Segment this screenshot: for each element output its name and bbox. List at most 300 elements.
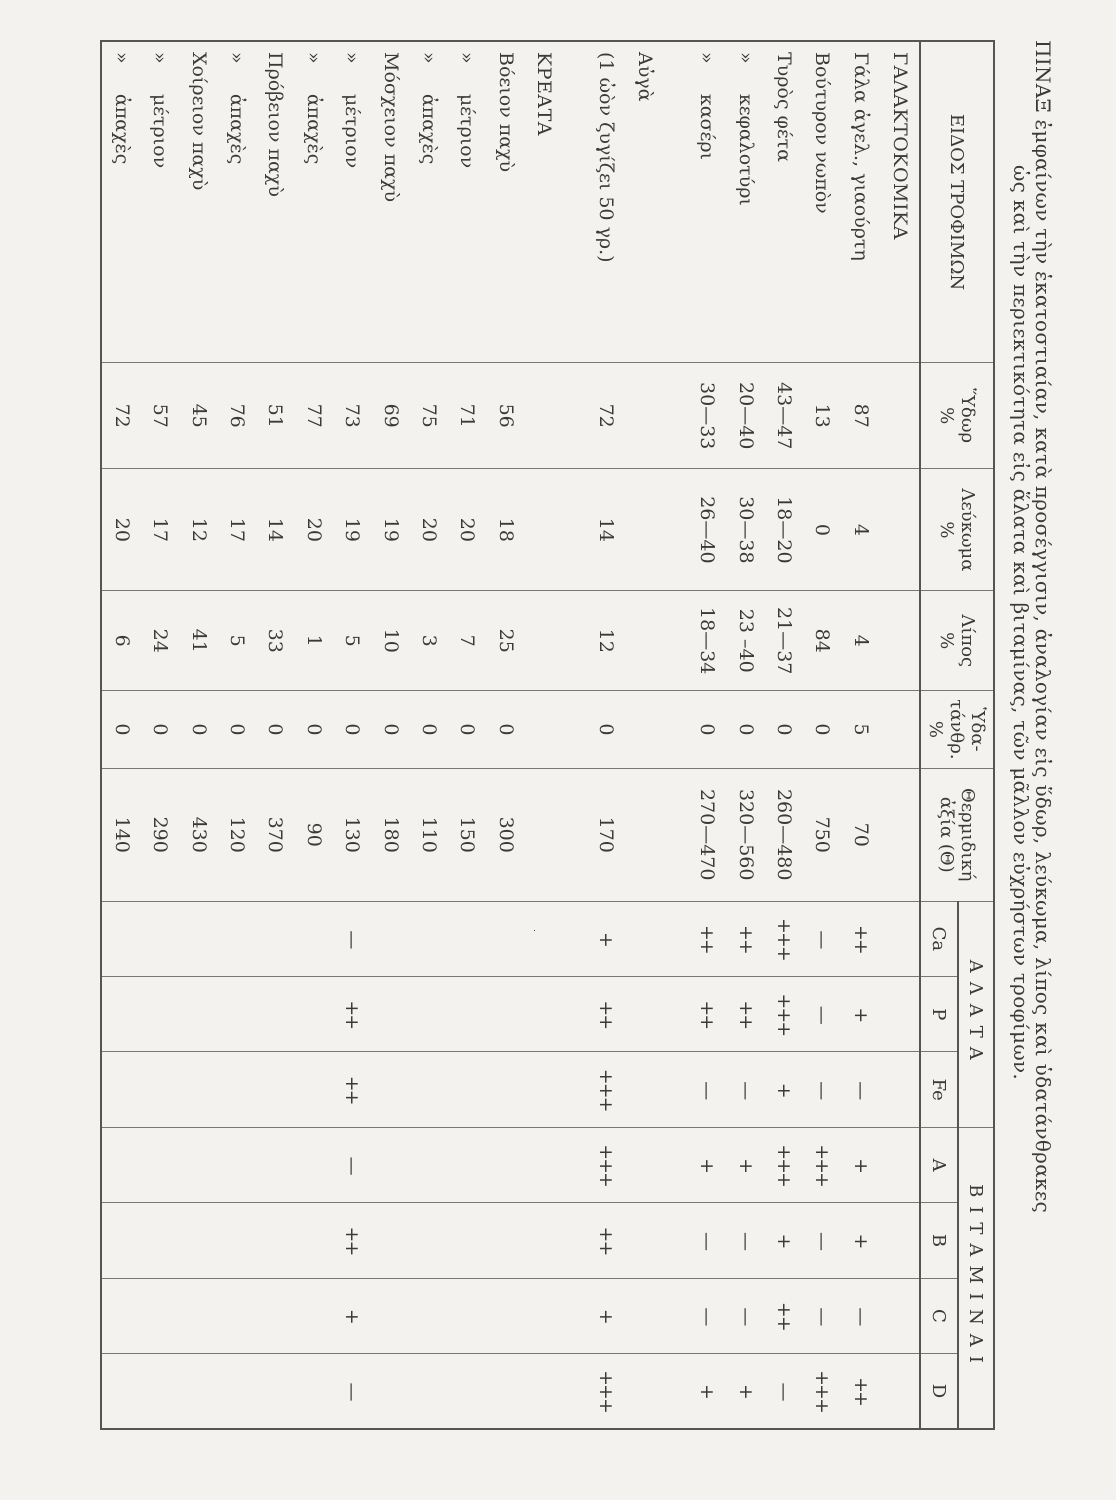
cell-thermal: 120: [218, 768, 256, 901]
cell-protein: 4: [842, 469, 880, 591]
cell-thermal: 130: [333, 768, 371, 901]
cell-ca: +++: [765, 901, 803, 976]
cell-fe: —: [803, 1052, 841, 1127]
cell-water: 57: [141, 362, 179, 468]
cell-thermal: 430: [179, 768, 217, 901]
cell-protein: 30—38: [726, 469, 764, 591]
cell-water: 87: [842, 362, 880, 468]
cell-water: 72: [101, 362, 141, 468]
cell-d: —: [333, 1354, 371, 1429]
cell-c: —: [688, 1278, 726, 1353]
cell-fe: [525, 1052, 563, 1127]
nutrition-table: [100, 40, 995, 1430]
cell-d: [525, 1354, 563, 1429]
cell-protein: [626, 469, 664, 591]
food-name: Βούτυρον νωπὸν: [803, 41, 841, 362]
cell-ca: [448, 901, 486, 976]
cell-ca: [179, 901, 217, 976]
cell-protein: 26—40: [688, 469, 726, 591]
cell-fat: 6: [101, 591, 141, 691]
cell-thermal: 750: [803, 768, 841, 901]
cell-c: [141, 1278, 179, 1353]
cell-p: [371, 977, 409, 1052]
cell-d: [371, 1354, 409, 1429]
cell-a: +++: [587, 1127, 625, 1202]
cell-protein: 17: [218, 469, 256, 591]
cell-d: +: [726, 1354, 764, 1429]
food-name: Αὐγὰ: [626, 41, 664, 362]
cell-thermal: 290: [141, 768, 179, 901]
cell-water: [525, 362, 563, 468]
cell-a: [218, 1127, 256, 1202]
cell-d: [179, 1354, 217, 1429]
food-name: ΚΡΕΑΤΑ: [525, 41, 563, 362]
cell-fat: 1: [295, 591, 333, 691]
table-row: [101, 41, 141, 1429]
cell-a: [256, 1127, 294, 1202]
category-row: [525, 41, 563, 1429]
header-ca: Ca: [920, 901, 958, 976]
cell-thermal: 320—560: [726, 768, 764, 901]
cell-p: +: [842, 977, 880, 1052]
cell-fat: 5: [333, 591, 371, 691]
cell-protein: [880, 469, 920, 591]
cell-water: 71: [448, 362, 486, 468]
cell-ca: ++: [842, 901, 880, 976]
header-salts: ΑΛΑΤΑ: [958, 901, 994, 1127]
cell-fe: [487, 1052, 525, 1127]
table-row: [803, 41, 841, 1429]
cell-p: [880, 977, 920, 1052]
cell-carb: [626, 691, 664, 769]
cell-a: +: [688, 1127, 726, 1202]
cell-thermal: [626, 768, 664, 901]
cell-d: ++: [842, 1354, 880, 1429]
cell-p: ++: [688, 977, 726, 1052]
header-fe: Fe: [920, 1052, 958, 1127]
cell-fe: [448, 1052, 486, 1127]
cell-thermal: 170: [587, 768, 625, 901]
cell-b: —: [688, 1203, 726, 1278]
cell-b: [256, 1203, 294, 1278]
cell-b: [487, 1203, 525, 1278]
cell-d: +: [688, 1354, 726, 1429]
cell-a: +++: [765, 1127, 803, 1202]
cell-d: [448, 1354, 486, 1429]
cell-b: —: [803, 1203, 841, 1278]
cell-protein: [525, 469, 563, 591]
cell-d: [256, 1354, 294, 1429]
cell-a: [141, 1127, 179, 1202]
cell-c: +: [587, 1278, 625, 1353]
cell-b: [141, 1203, 179, 1278]
table-body: [101, 41, 920, 1429]
cell-a: —: [333, 1127, 371, 1202]
cell-p: [256, 977, 294, 1052]
table-row: [179, 41, 217, 1429]
cell-a: [179, 1127, 217, 1202]
row-spacer: [664, 41, 688, 1429]
cell-carb: 0: [333, 691, 371, 769]
cell-carb: 0: [218, 691, 256, 769]
cell-thermal: 180: [371, 768, 409, 901]
cell-protein: 0: [803, 469, 841, 591]
cell-ca: ++: [726, 901, 764, 976]
cell-fe: —: [726, 1052, 764, 1127]
cell-water: 43—47: [765, 362, 803, 468]
cell-p: [218, 977, 256, 1052]
food-name: » ἀπαχὲς: [101, 41, 141, 362]
food-name: Γάλα ἀγελ., γιαούρτη: [842, 41, 880, 362]
cell-d: +++: [803, 1354, 841, 1429]
cell-water: [880, 362, 920, 468]
food-name: » μέτριον: [141, 41, 179, 362]
cell-a: [487, 1127, 525, 1202]
cell-c: [256, 1278, 294, 1353]
table-row: [410, 41, 448, 1429]
row-spacer: [563, 41, 587, 1429]
cell-a: [101, 1127, 141, 1202]
table-row: [688, 41, 726, 1429]
cell-c: —: [842, 1278, 880, 1353]
cell-p: ++: [333, 977, 371, 1052]
caption-line-1: ΠΙΝΑΞ ἐμφαίνων τὴν ἑκατοστιαίαν, κατὰ προσέγγισιν, ἀναλογίαν εἰς ὕδωρ, λεύκωμα, λίπος καὶ ὑδατάνθρακες: [1031, 40, 1055, 1214]
cell-water: 45: [179, 362, 217, 468]
cell-carb: 0: [295, 691, 333, 769]
cell-water: 72: [587, 362, 625, 468]
cell-thermal: 370: [256, 768, 294, 901]
cell-carb: [525, 691, 563, 769]
cell-fat: 25: [487, 591, 525, 691]
cell-thermal: [880, 768, 920, 901]
cell-thermal: 110: [410, 768, 448, 901]
cell-fat: 7: [448, 591, 486, 691]
cell-water: 30—33: [688, 362, 726, 468]
cell-protein: 19: [333, 469, 371, 591]
cell-c: [218, 1278, 256, 1353]
cell-b: [448, 1203, 486, 1278]
cell-fe: +: [765, 1052, 803, 1127]
cell-fat: 3: [410, 591, 448, 691]
header-p: P: [920, 977, 958, 1052]
cell-b: —: [726, 1203, 764, 1278]
cell-c: [410, 1278, 448, 1353]
food-name: Χοίρειον παχὺ: [179, 41, 217, 362]
cell-water: 76: [218, 362, 256, 468]
table-row: [626, 41, 664, 1429]
cell-ca: [295, 901, 333, 976]
cell-protein: 19: [371, 469, 409, 591]
header-protein: Λεύκωμα %: [920, 469, 994, 591]
cell-fe: —: [842, 1052, 880, 1127]
cell-d: [880, 1354, 920, 1429]
cell-fe: [179, 1052, 217, 1127]
cell-thermal: 260—480: [765, 768, 803, 901]
cell-b: +: [842, 1203, 880, 1278]
table-row: [218, 41, 256, 1429]
cell-carb: 0: [726, 691, 764, 769]
cell-d: +++: [587, 1354, 625, 1429]
cell-b: [525, 1203, 563, 1278]
cell-ca: [410, 901, 448, 976]
cell-carb: 0: [803, 691, 841, 769]
food-name: » ἀπαχὲς: [218, 41, 256, 362]
cell-thermal: 270—470: [688, 768, 726, 901]
food-name: Τυρὸς φέτα: [765, 41, 803, 362]
cell-c: —: [803, 1278, 841, 1353]
table-row: [256, 41, 294, 1429]
cell-fat: [880, 591, 920, 691]
cell-ca: ++: [688, 901, 726, 976]
cell-thermal: 90: [295, 768, 333, 901]
food-name: » κασέρι: [688, 41, 726, 362]
cell-b: [626, 1203, 664, 1278]
caption-line-2: ὡς καὶ τὴν περιεκτικότητα εἰς ἅλατα καὶ βιταμίνας, τῶν μᾶλλον εὐχρήστων τροφίμων.: [1009, 165, 1033, 1081]
rotated-content: [70, 40, 1060, 1430]
cell-p: [101, 977, 141, 1052]
cell-fat: [525, 591, 563, 691]
cell-c: [880, 1278, 920, 1353]
cell-b: [179, 1203, 217, 1278]
cell-ca: [880, 901, 920, 976]
cell-fat: 12: [587, 591, 625, 691]
cell-b: [218, 1203, 256, 1278]
cell-p: ++: [726, 977, 764, 1052]
cell-c: —: [726, 1278, 764, 1353]
table-row: [333, 41, 371, 1429]
cell-carb: 0: [688, 691, 726, 769]
cell-carb: 5: [842, 691, 880, 769]
cell-p: [295, 977, 333, 1052]
cell-thermal: 300: [487, 768, 525, 901]
cell-a: +: [726, 1127, 764, 1202]
header-carbohydrates: Ὑδα- τάνθρ. %: [920, 691, 994, 769]
category-row: [880, 41, 920, 1429]
food-name: » μέτριον: [448, 41, 486, 362]
cell-fe: [410, 1052, 448, 1127]
cell-carb: 0: [410, 691, 448, 769]
cell-carb: 0: [256, 691, 294, 769]
cell-ca: [218, 901, 256, 976]
cell-c: [295, 1278, 333, 1353]
cell-fe: +++: [587, 1052, 625, 1127]
cell-carb: 0: [765, 691, 803, 769]
cell-d: [218, 1354, 256, 1429]
cell-protein: 17: [141, 469, 179, 591]
cell-c: [448, 1278, 486, 1353]
table-row: [726, 41, 764, 1429]
cell-c: [487, 1278, 525, 1353]
header-a: A: [920, 1127, 958, 1202]
cell-fat: 4: [842, 591, 880, 691]
cell-a: +: [842, 1127, 880, 1202]
cell-c: [525, 1278, 563, 1353]
cell-d: [626, 1354, 664, 1429]
food-name: Πρόβειον παχὺ: [256, 41, 294, 362]
cell-thermal: [525, 768, 563, 901]
cell-p: [448, 977, 486, 1052]
cell-c: [179, 1278, 217, 1353]
table-row: [141, 41, 179, 1429]
cell-b: +: [765, 1203, 803, 1278]
cell-protein: 20: [295, 469, 333, 591]
cell-protein: 18: [487, 469, 525, 591]
cell-fe: [101, 1052, 141, 1127]
cell-p: [179, 977, 217, 1052]
cell-fe: [218, 1052, 256, 1127]
cell-thermal: 70: [842, 768, 880, 901]
cell-fat: 23 –40: [726, 591, 764, 691]
cell-water: 13: [803, 362, 841, 468]
cell-water: 73: [333, 362, 371, 468]
header-fat: Λίπος %: [920, 591, 994, 691]
cell-a: [448, 1127, 486, 1202]
cell-ca: [487, 901, 525, 976]
header-food: ΕΙΔΟΣ ΤΡΟΦΙΜΩΝ: [920, 41, 994, 362]
cell-d: —: [765, 1354, 803, 1429]
table-row: [371, 41, 409, 1429]
cell-water: 56: [487, 362, 525, 468]
cell-p: +++: [765, 977, 803, 1052]
cell-b: [101, 1203, 141, 1278]
table-row: [587, 41, 625, 1429]
cell-fat: 10: [371, 591, 409, 691]
cell-fat: 5: [218, 591, 256, 691]
cell-a: [295, 1127, 333, 1202]
food-name: » μέτριον: [333, 41, 371, 362]
cell-fat: 84: [803, 591, 841, 691]
cell-fe: ++: [333, 1052, 371, 1127]
cell-c: ++: [765, 1278, 803, 1353]
table-row: [842, 41, 880, 1429]
cell-carb: 0: [141, 691, 179, 769]
cell-p: ++: [587, 977, 625, 1052]
cell-carb: 0: [487, 691, 525, 769]
cell-protein: 14: [587, 469, 625, 591]
cell-fat: [626, 591, 664, 691]
cell-thermal: 140: [101, 768, 141, 901]
cell-d: [101, 1354, 141, 1429]
cell-b: ++: [333, 1203, 371, 1278]
cell-fe: [141, 1052, 179, 1127]
table-row: [448, 41, 486, 1429]
header-c: C: [920, 1278, 958, 1353]
cell-protein: 20: [101, 469, 141, 591]
cell-p: [525, 977, 563, 1052]
cell-fat: 33: [256, 591, 294, 691]
cell-carb: 0: [179, 691, 217, 769]
cell-p: —: [803, 977, 841, 1052]
food-name: Βόειον παχὺ: [487, 41, 525, 362]
food-name: ΓΑΛΑΚΤΟΚΟΜΙΚΑ: [880, 41, 920, 362]
meat-group-brace: [534, 930, 535, 931]
cell-thermal: 150: [448, 768, 486, 901]
cell-ca: —: [803, 901, 841, 976]
cell-a: [880, 1127, 920, 1202]
cell-b: ++: [587, 1203, 625, 1278]
cell-protein: 20: [448, 469, 486, 591]
cell-a: [626, 1127, 664, 1202]
cell-a: [371, 1127, 409, 1202]
table-row: [295, 41, 333, 1429]
cell-ca: [525, 901, 563, 976]
cell-b: [295, 1203, 333, 1278]
cell-water: 69: [371, 362, 409, 468]
food-name: » ἀπαχὲς: [295, 41, 333, 362]
cell-b: [880, 1203, 920, 1278]
cell-c: [626, 1278, 664, 1353]
cell-ca: [141, 901, 179, 976]
cell-water: 77: [295, 362, 333, 468]
table-row: [765, 41, 803, 1429]
cell-b: [410, 1203, 448, 1278]
cell-carb: [880, 691, 920, 769]
cell-fat: 18—34: [688, 591, 726, 691]
cell-d: [295, 1354, 333, 1429]
food-name: » ἀπαχὲς: [410, 41, 448, 362]
cell-fe: [880, 1052, 920, 1127]
food-name: » κεφαλοτύρι: [726, 41, 764, 362]
cell-c: +: [333, 1278, 371, 1353]
food-name: (1 ὠὸν ζυγίζει 50 γρ.): [587, 41, 625, 362]
cell-a: +++: [803, 1127, 841, 1202]
cell-p: [487, 977, 525, 1052]
cell-fe: [256, 1052, 294, 1127]
cell-ca: [371, 901, 409, 976]
cell-b: [371, 1203, 409, 1278]
cell-d: [141, 1354, 179, 1429]
cell-fat: 41: [179, 591, 217, 691]
cell-p: [141, 977, 179, 1052]
cell-c: [371, 1278, 409, 1353]
cell-ca: [256, 901, 294, 976]
cell-ca: —: [333, 901, 371, 976]
cell-a: [525, 1127, 563, 1202]
cell-carb: 0: [587, 691, 625, 769]
cell-water: 51: [256, 362, 294, 468]
cell-d: [487, 1354, 525, 1429]
cell-p: [626, 977, 664, 1052]
cell-p: [410, 977, 448, 1052]
table-caption: [1010, 40, 1054, 1430]
cell-fat: 21—37: [765, 591, 803, 691]
cell-fe: [295, 1052, 333, 1127]
cell-protein: 18—20: [765, 469, 803, 591]
cell-a: [410, 1127, 448, 1202]
cell-carb: 0: [101, 691, 141, 769]
cell-fat: 24: [141, 591, 179, 691]
header-vitamins: ΒΙΤΑΜΙΝΑΙ: [958, 1127, 994, 1429]
cell-ca: [626, 901, 664, 976]
cell-d: [410, 1354, 448, 1429]
cell-protein: 20: [410, 469, 448, 591]
header-thermal-value: Θερμιδική ἀξία (Θ): [920, 768, 994, 901]
cell-fe: [371, 1052, 409, 1127]
header-water: Ὕδωρ %: [920, 362, 994, 468]
cell-ca: [101, 901, 141, 976]
cell-water: 75: [410, 362, 448, 468]
header-b: B: [920, 1203, 958, 1278]
cell-c: [101, 1278, 141, 1353]
cell-ca: +: [587, 901, 625, 976]
cell-carb: 0: [371, 691, 409, 769]
cell-fe: —: [688, 1052, 726, 1127]
cell-carb: 0: [448, 691, 486, 769]
food-name: Μόσχειον παχὺ: [371, 41, 409, 362]
cell-protein: 12: [179, 469, 217, 591]
table-row: [487, 41, 525, 1429]
cell-fe: [626, 1052, 664, 1127]
